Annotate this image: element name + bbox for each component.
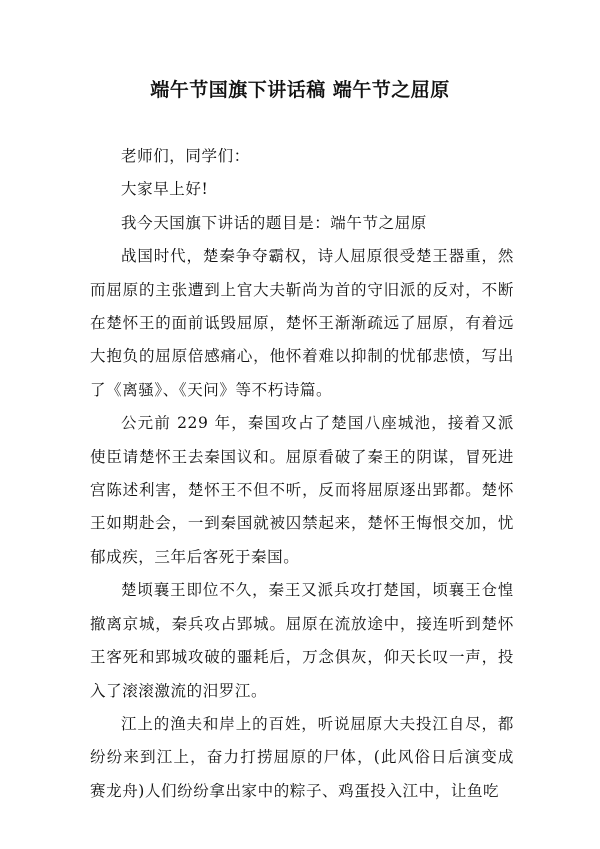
paragraph-fishermen: 江上的渔夫和岸上的百姓，听说屈原大夫投江自尽，都纷纷来到江上，奋力打捞屈原的尸体，(此风俗日后演变成赛龙舟)人们纷纷拿出家中的粽子、鸡蛋投入江中，让鱼吃 <box>90 714 514 800</box>
paragraph-topic: 我今天国旗下讲话的题目是：端午节之屈原 <box>121 213 427 232</box>
paragraph-good-morning: 大家早上好! <box>121 180 209 199</box>
paragraph-king-qingxiang: 楚顷襄王即位不久，秦王又派兵攻打楚国，顷襄王仓惶撤离京城，秦兵攻占郢城。屈原在流放途中，接连听到楚怀王客死和郢城攻破的噩耗后，万念俱灰，仰天长叹一声，投入了滚滚激流的汨罗江。 <box>90 581 514 700</box>
paragraph-229bc: 公元前 229 年，秦国攻占了楚国八座城池，接着又派使臣请楚怀王去秦国议和。屈原看破了秦王的阴谋，冒死进宫陈述利害，楚怀王不但不听，反而将屈原逐出郢都。楚怀王如期赴会，一到秦国就被囚禁起来，楚怀王悔恨交加，忧郁成疾，三年后客死于秦国。 <box>90 414 514 566</box>
paragraph-warring-states: 战国时代，楚秦争夺霸权，诗人屈原很受楚王器重，然而屈原的主张遭到上官大夫靳尚为首的守旧派的反对，不断在楚怀王的面前诋毁屈原，楚怀王渐渐疏远了屈原，有着远大抱负的屈原倍感痛心，他怀着难以抑制的忧郁悲愤，写出了《离骚》、《天问》等不朽诗篇。 <box>90 247 514 399</box>
paragraph-greeting: 老师们，同学们： <box>121 147 250 165</box>
document-body <box>90 140 514 808</box>
document-title: 端午节国旗下讲话稿 端午节之屈原 <box>150 79 450 101</box>
